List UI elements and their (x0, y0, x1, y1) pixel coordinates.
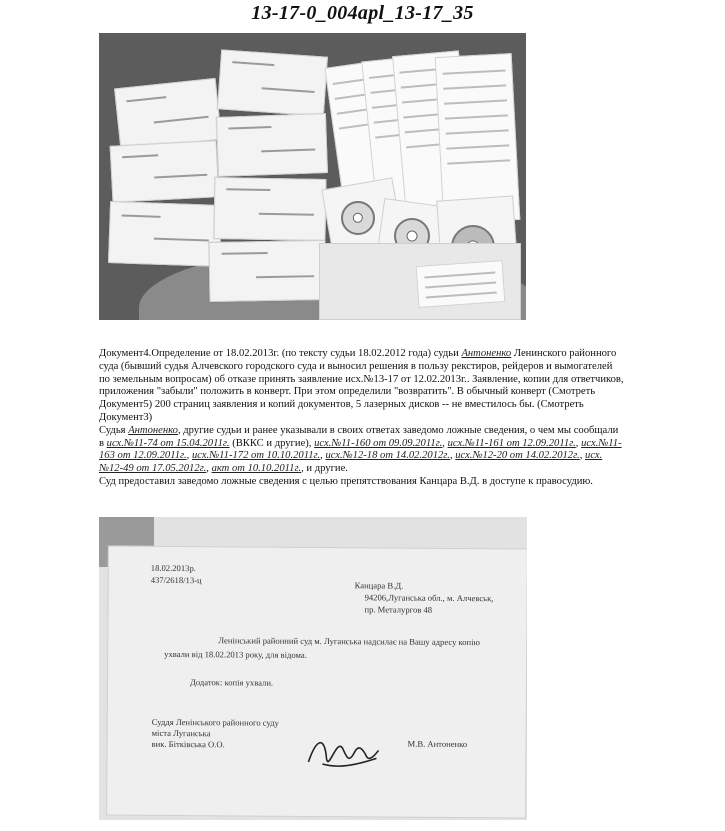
judge-name-link[interactable]: Антоненко (461, 348, 512, 359)
signatory-title: міста Луганська (151, 727, 211, 739)
reference-link[interactable]: исх.№12-18 от 14.02.2012г. (325, 450, 450, 462)
envelope (110, 140, 220, 203)
text-span: , другие судьи и ранее указывали в своих ответах заведомо ложные сведения, о чем мы сообщали в (99, 424, 619, 449)
reference-link[interactable]: исх.№11-172 от 10.10.2011г. (191, 450, 321, 462)
envelope (114, 78, 222, 150)
disc-icon (341, 201, 375, 235)
document-title: 13-17-0_004apl_13-17_35 (251, 2, 474, 24)
signatory-title: Суддя Ленінського районного суду (151, 716, 279, 728)
addressee-address: пр. Металургов 48 (364, 604, 433, 615)
reference-link[interactable]: исх.№12-20 от 14.02.2012г. (455, 450, 580, 462)
letter-body: ухвали від 18.02.2013 року, для відома. (164, 648, 307, 660)
reference-link[interactable]: акт от 10.10.2011г. (211, 463, 302, 475)
addressee-name: Канцара В.Д. (354, 580, 404, 591)
envelope (208, 240, 326, 302)
text-span: Судья (99, 424, 129, 436)
envelope (108, 201, 222, 267)
letter-body: Ленінський районний суд м. Луганська надсилає на Вашу адресу копію (218, 635, 481, 648)
executor-name: вик. Бітківська О.О. (151, 738, 225, 750)
signature (302, 728, 382, 779)
letter-sheet (106, 546, 527, 819)
envelope (216, 113, 328, 177)
judge-name-link[interactable]: Антоненко (128, 424, 178, 436)
reference-link[interactable]: исх.№11-74 от 15.04.2011г. (106, 437, 230, 449)
signatory-name: М.В. Антоненко (407, 738, 468, 750)
envelope (217, 49, 328, 116)
paragraph: Судья Антоненко, другие судьи и ранее указывали в своих ответах заведомо ложные сведения, о чем мы сообщали в исх.№11-74 от 15.04.2011г. (ВККС и другие), исх.№11-160 от 09.09.2011г., исх.№11-161 от 12.09.2011г., исх.№11-163 от 12.09.2011г., исх.№11-172 от 10.10.2011г., исх.№12-18 от 14.02.2012г., исх.№12-20 от 14.02.2012г., исх.№12-49 от 17.05.2012г., акт от 10.10.2011г., и другие. (99, 424, 622, 475)
text-span: Документ4.Определение от 18.02.2013г. (по тексту судьи 18.02.2012 года) судьи (99, 348, 462, 359)
address-label (416, 260, 506, 308)
text-span: , и другие. (301, 463, 348, 475)
paragraph (99, 348, 624, 425)
paragraph (99, 476, 624, 489)
envelope (213, 177, 326, 241)
text-span: Ленинского районного суда (бывший судья Алчевского городского суда и выносил решения в пользу рекстиров, рейдеров и вымогателей по земельным вопросам) об отказе принять заявление исх.№13-17 от 12.02.2013г.. Заявление, копии для ответчиков, приложения "забыли" положить в конверт. При этом определили "возвратить". В обычный конверт (Смотреть Документ5) 200 страниц заявления и копий документов, 5 лазерных дисков -- не вместилось бы. (Смотреть Документ3) (99, 348, 624, 423)
reference-link[interactable]: исх.№11-160 от 09.09.2011г. (314, 437, 443, 449)
reference-link[interactable]: исх.№12-49 от 17.05.2012г. (99, 450, 603, 475)
letter-number: 437/2618/13-ц (150, 574, 202, 586)
photo-court-letter (99, 517, 527, 820)
addressee-address: 94206,Луганська обл., м. Алчевськ, (364, 592, 494, 604)
reference-link[interactable]: исх.№11-163 от 12.09.2011г. (99, 437, 622, 462)
text-span: Суд предоставил заведомо ложные сведения с целью препятствования Канцара В.Д. в доступе к правосудию. (99, 475, 593, 487)
reference-link[interactable]: исх.№11-161 от 12.09.2011г. (447, 437, 576, 449)
letter-attachment: Додаток: копія ухвали. (189, 677, 274, 688)
letter-date: 18.02.2013р. (150, 562, 196, 574)
text-span: (ВККС и другие), (229, 437, 315, 449)
photo-envelopes (99, 33, 526, 320)
document-body (99, 348, 624, 489)
